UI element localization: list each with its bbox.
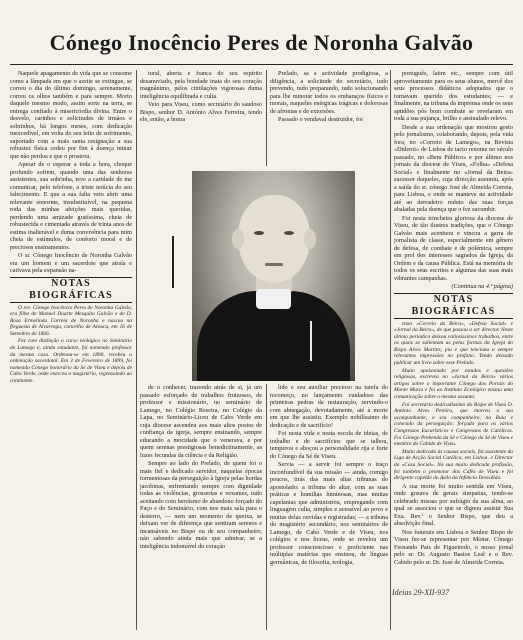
portrait-photo [192,171,355,381]
paragraph: Foi nesta trincheira gloriosa da diocese de Viseu, de tão ilustres tradições, que o Cónego Galvão mais acentuou e vincou a garra de jornalista de classe, especialmente em gênero de defesa, de combate e de polémica, sempre em prol dos interesses sagrados da Igreja, da Ordem e da causa Pública. Está na memória de todos os seus escritos e algumas das suas mais vibrantes campanhas. [394,214,513,282]
paragraph: Veio para Viseu, como secretário do saudoso Bispo, senhor D. António Alves Ferreira, tendo ele, então, a honra [140,101,262,123]
column-divider [390,70,391,630]
paragraph: A sua morte foi muito sentida em Viseu, onde gozava de gerais simpatias, tendo-se celebrado missas por sufrágio da sua alma, ao qual se associou o que se dignou assistir Sua Exa. Rev.ª o Senhor Bispo, que deu a absolvição final. [394,482,513,528]
notes-heading: NOTAS BIOGRÁFICAS [10,277,132,303]
paragraph: O sr. Cónego Inocêncio de Noronha Galvão era um homem e um sacerdote que atraía e cativava pela expansão na- [10,252,132,274]
notes-heading: NOTAS BIOGRÁFICAS [394,293,513,319]
paragraph: português, latim etc., sempre com útil aproveitamento para os seus alunos, mercê dos seus processos didáticos adoptados que o tornavam querido dos estudantes; — e finalmente, na tribuna da imprensa onde os seus aptidões pôs bom combate se revelaram em toda a sua pujança, brilho e assinalado relevo. [394,70,513,122]
column-2-bottom [140,384,262,630]
paragraph: lido e seu auxiliar precioso na tarefa do recomeço, no lançamento cuidadoso das primeiras pedras da restauração, servindo-o com abnegação, devotadamente, até à morte em que lhe assistiu. Exemplo nobilíssimo de dedicação e de sacrifício! [270,384,388,429]
column-4 [394,70,513,585]
note-paragraph: Foi secretário dedicadíssimo do Bispo de Viseu D. António Alves Pereira, que morreu o seu acompanhante, o seu companheiro, na Bula e colocado da perseguição: forçado para os vários Congressos Eucarísticos e Congressos de Católicos. Foi Cónego Prebenda da Sé e Cónego da Sé de Viseu e membro do Cabido de Viseu. [394,401,513,448]
column-divider [136,70,137,630]
column-3-top [270,70,388,166]
note-paragraph: Muito dedicado às causas sociais, foi assistente da Liga de Acção Social Católica, em Lisboa, e Director da «Casa Social». Na sua muito dedicada profissão, foi também o promotor dos Cafés de Viseu e foi dirigente capelão do Asilo da Infância Desvalida. [394,448,513,482]
note-paragraph: Muito apaixonado por estudos e questões religiosas, escreveu no «Jornal da Beira» vários artigos sobre o importante Cônego dos Portais do Monte Maria e foi ao Instituto Ecológico ensina uma comunicação sobre o mesmo assunto. [394,367,513,401]
paragraph: Servia — a servir foi sempre o traço inconfundível da sua missão — ainda, comigo poucos, tirás das mais altas tribunas do apostolado: a tribuna do altar, com as suas práticas e homilias luminosas, mas muitas capelanias que administrou, empregando com linguagem culta, simples e acessível ao povo e muitas delas ouvidas e registradas; — a tribuna do magistério secundário, nos seminários de Lamego, de Cabo Verde e de Viseu, nos colégios e nos liceus, onde se revelou um professor consciencioso e proficiente nas múltiplas matérias que ensinou, de línguas germânicas, de filosofia, teologia, [270,461,388,566]
column-divider [266,70,267,166]
photo-side-rule [172,236,174,288]
note-paragraph: O rev. Cónego Inocêncio Peres de Noronha Galvão, era filho de Manuel Duarte Mesquita Galvão e de D. Rosa Ermelinda Correia de Noronha e nasceu na freguesia de Alvarenga, concelho de Arouca, em 16 de Setembro de 1866. [10,304,132,337]
paragraph: de o conhecer, trazendo atrás de si, já um passado esforçado de trabalhos frutuosos, de professor e missionário, no seminário de Lamego, no Colégio Reseira, no Colégio da Lapa, no Seminário-Liceu de Cabo Verde em cuja diocese ascendeu aos mais altos postos de confiança da igreja, sempre ensinando, sempre educando a mocidade que o venerava, e por quem serenas prestigiosas benedictinamente, as luzes fecundas da ciência e da Religião. [140,384,262,459]
paragraph: Foi nesta vida e nesta escola de ideias, de trabalho e de sacrifícios que se talhou, temperou e aboçou a personalidade rija e forte do Cónego da Sé de Viseu. [270,430,388,460]
paragraph: tural, aberta e franca do seu espírito desanuviado, pela bondade inata do seu coração magnânimo, pelos cintilações vigorosas duma inteligência equilibrada e culta. [140,70,262,100]
note-paragraph: teses «Correio da Beira», «Defesa Social» e «Jornal da Beira», de que passou a ser director. Neste último periódico deixou valiosíssimos trabalhos, entre os quais se salientam as pelas formas da Igreja do Bispo Alves Martins, pia e que tenciona a sempre relevantes impressões no profano. Tendo deixado publicar um livro sobre esse Prelado. [394,320,513,367]
note-paragraph: Fez com distinção o curso teológico no Seminário de Lamego e, ainda estudante, foi nomeado professor da mesma casa. Ordenou-se em 1890, recebeu a ordenação sacerdotal. Em 3 de Fevereiro de 1899, foi nomeado Cónego honorário da Sé de Viseu e depois de Cabo Verde, onde exerceu o magistério, regressando ao continente. [10,338,132,385]
paragraph: Passado o vendaval destruidor, foi [278,116,363,123]
paragraph: Desde a sua ordenação que mostrou gosto pelo jornalismo, colaborando, depois, pela vida fora, no «Correio de Lamego», na Revista «Diderot» de Lisboa de tacto renome no século passado, no «Bem Público» e por último nos jornais da diocese de Viseu, «Folha» «Defesa Social» e finalmente no «Jornal da Beira» sucessor daqueles, cuja direcção assumiu, após a saída do sr. cónego José de Almeida Correia, para Lisboa, e onde se manteve na actividade até ao derradeiro reduto das suas forças abaladas pela doença que o fez sucumbir. [394,123,513,213]
column-3-bottom [270,384,388,630]
continued-note: (Continua na 4.ª página) [451,283,513,290]
paragraph: Nos funerais em Lisboa o Senhor Bispo de Viseu fez-se representar por Monsr. Cónego Fernando Pais de Figueiredo, o nosso jornal pelo sr. Dr. Augusto Bastos Leal e o Rev. Cabido pelo sr. Dr. José de Almeida Correia. [394,528,513,566]
handwritten-note: Ideias 29-XII-937 [392,588,450,597]
column-2-top [140,70,262,166]
column-divider [266,384,267,630]
paragraph: Prelado, sa a actividade prodigiosa, a diligência, a solicitude do secretário, tudo prevendo, tudo preparando, tudo solucionando para lhe minorar todos os embaraços físicos e morais, naqueles enérgicas trágicas e dolorosas de afrontas e de extorsões. [270,70,388,115]
title-rule [10,64,513,65]
paragraph: Apesar de o esperar a toda a hora, choque profundo sofrem, quando uma das senhoras assistentes, sua sobrinha, teve a caridade de me comunicar, pelo telefone, a triste notícia do seu falecimento. E que a sua falta veio abrir uma relevante ennorme, insubstituível, na pequena roda das minhas afeições mais queridas, perdendo uma amizade gratíssima, cheia de robustecida e cimentada através de trinta anos de estima inalterável e duma convivência para mim cheia de estímulos, de conforto moral e de preciosos ensinamentos. [10,161,132,251]
article-title: Cónego Inocêncio Peres de Noronha Galvão [49,30,474,55]
paragraph: Naquele apagamento de vida que se consome como a lâmpada em que o azeite se extingue, se correu o dia do último domingo, serenamente, correu os olhos também e para sempre. Morto daquele mesmo modo, assim sorte na terra, se entrega confiado à misericórdia divina. Entre o desvelo, carinhos e solicitudes de irmãos e sobrinhos, há longos meses, com dedicação inexcedível, em volta do seu leito de sofrimento, suportado com a mais santa resignação a sua robustez física cedeu por fim à doença minaz que não perdoa e que o prostrou. [10,70,132,160]
column-1 [10,70,132,630]
paragraph: Sempre ao lado do Prelado, de quem foi o mais fiel e dedicado servidor, naquelas épocas tormentosas da perseguição à Igreja pelas hordas jacobinas, enfrentando sempre com dignidade todas as violências, grosserias e vexames, tudo aceitando com heroísmo de abandono forçado do Paço e do Seminário, com nos mais sala para o desterro, — nem um momento de queixa, se deixam ver de diferença que sentiram serenos e incansáveis no Bispo ou de seu companheiro, não sabendo ainda mais que admirar, se a inteligência indomável do coração [140,460,262,550]
